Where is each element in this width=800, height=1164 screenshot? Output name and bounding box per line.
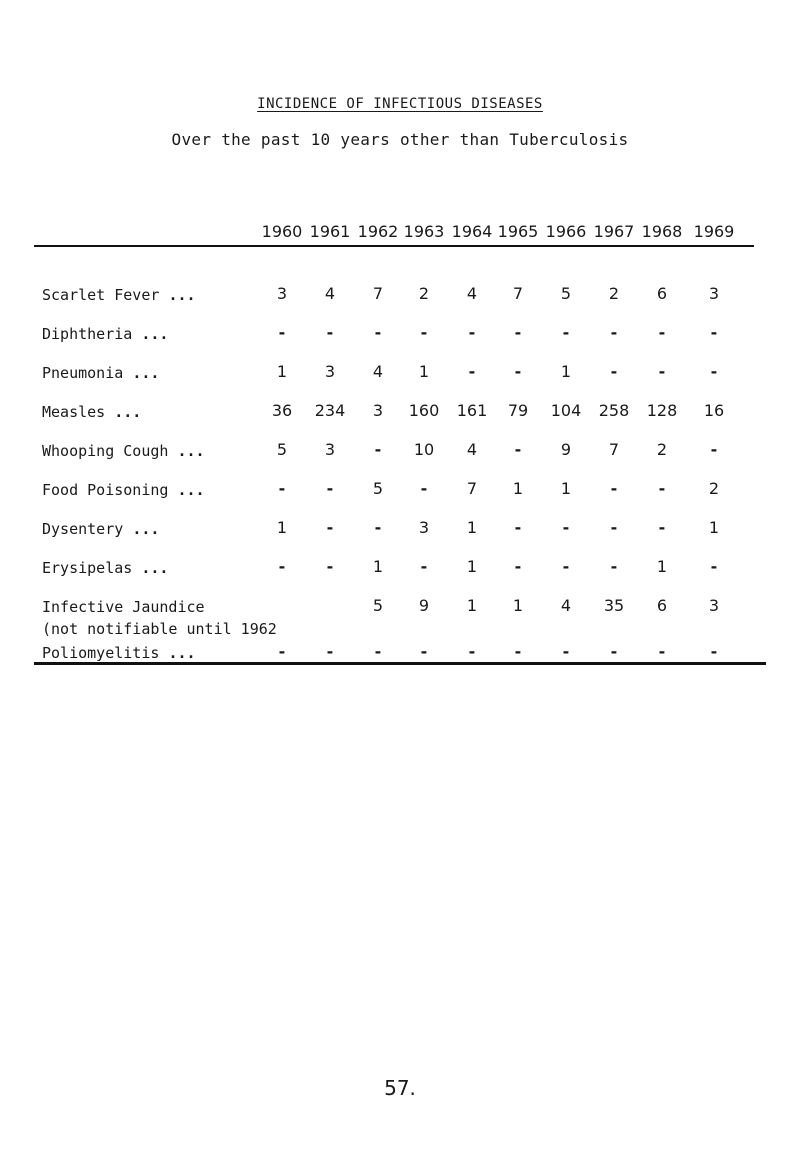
table-cell: 4: [324, 284, 336, 303]
disease-name: Poliomyelitis: [42, 644, 160, 662]
disease-name: Erysipelas: [42, 559, 133, 577]
table-cell: -: [710, 323, 718, 342]
leader-dots: ...: [132, 364, 160, 382]
document-title-text: INCIDENCE OF INFECTIOUS DISEASES: [257, 96, 543, 112]
table-cell: -: [468, 362, 476, 381]
table-cell: -: [710, 557, 718, 576]
table-cell: 7: [512, 284, 524, 303]
header-divider: [34, 245, 754, 247]
table-cell: -: [420, 642, 428, 661]
row-label: [42, 520, 159, 538]
table-cell: 6: [656, 596, 668, 615]
year-header-1963: 1963: [403, 222, 445, 241]
table-cell: -: [514, 323, 522, 342]
table-cell: -: [420, 323, 428, 342]
table-cell: 4: [466, 284, 478, 303]
row-label: [42, 364, 159, 382]
table-cell: -: [278, 323, 286, 342]
document-subtitle: Over the past 10 years other than Tuberculosis: [171, 130, 629, 149]
year-header-1962: 1962: [357, 222, 399, 241]
year-header-1966: 1966: [545, 222, 587, 241]
row-label: [42, 403, 141, 421]
year-header-1965: 1965: [497, 222, 539, 241]
table-cell: 5: [372, 596, 384, 615]
table-cell: 3: [708, 596, 720, 615]
table-cell: -: [514, 642, 522, 661]
year-header-1960: 1960: [261, 222, 303, 241]
table-cell: -: [562, 642, 570, 661]
table-cell: 9: [418, 596, 430, 615]
table-cell: 1: [276, 518, 288, 537]
table-cell: -: [374, 323, 382, 342]
table-cell: -: [326, 642, 334, 661]
table-cell: -: [420, 479, 428, 498]
leader-dots: ...: [141, 559, 169, 577]
table-cell: 2: [418, 284, 430, 303]
table-cell: -: [658, 323, 666, 342]
row-label: [42, 559, 168, 577]
table-bottom-divider: [34, 662, 766, 665]
table-cell: 3: [324, 362, 336, 381]
table-cell: 1: [466, 596, 478, 615]
table-cell: -: [710, 440, 718, 459]
leader-dots: ...: [114, 403, 142, 421]
table-cell: 1: [560, 479, 572, 498]
year-header-1968: 1968: [641, 222, 683, 241]
disease-name: Infective Jaundice: [42, 598, 205, 616]
table-cell: 4: [372, 362, 384, 381]
table-cell: 7: [372, 284, 384, 303]
table-cell: -: [326, 518, 334, 537]
document-title: [0, 96, 800, 112]
table-cell: -: [610, 479, 618, 498]
leader-dots: ...: [177, 481, 205, 499]
table-cell: -: [658, 642, 666, 661]
leader-dots: ...: [177, 442, 205, 460]
table-cell: -: [374, 440, 382, 459]
table-cell: 7: [466, 479, 478, 498]
year-header-1969: 1969: [693, 222, 735, 241]
table-cell: -: [610, 557, 618, 576]
table-cell: 3: [372, 401, 384, 420]
table-cell: 1: [418, 362, 430, 381]
table-cell: 1: [276, 362, 288, 381]
table-cell: 128: [646, 401, 678, 420]
table-cell: -: [562, 323, 570, 342]
table-cell: 104: [550, 401, 582, 420]
table-cell: -: [514, 362, 522, 381]
table-cell: 4: [466, 440, 478, 459]
table-cell: 9: [560, 440, 572, 459]
table-cell: 4: [560, 596, 572, 615]
table-cell: -: [610, 642, 618, 661]
year-header-1967: 1967: [593, 222, 635, 241]
table-cell: -: [468, 323, 476, 342]
table-cell: 234: [314, 401, 346, 420]
year-header-1964: 1964: [451, 222, 493, 241]
table-cell: 258: [598, 401, 630, 420]
table-cell: -: [610, 518, 618, 537]
leader-dots: ...: [168, 286, 196, 304]
page-number: 57.: [384, 1076, 416, 1100]
table-cell: 1: [708, 518, 720, 537]
table-cell: -: [658, 362, 666, 381]
table-cell: -: [420, 557, 428, 576]
table-cell: 5: [372, 479, 384, 498]
table-cell: 1: [372, 557, 384, 576]
table-cell: 161: [456, 401, 488, 420]
table-cell: -: [610, 323, 618, 342]
table-cell: -: [562, 518, 570, 537]
table-cell: 3: [324, 440, 336, 459]
table-cell: 2: [656, 440, 668, 459]
table-cell: 1: [512, 596, 524, 615]
table-cell: -: [514, 557, 522, 576]
table-cell: 2: [708, 479, 720, 498]
table-cell: -: [562, 557, 570, 576]
disease-name: Food Poisoning: [42, 481, 169, 499]
table-cell: 5: [560, 284, 572, 303]
table-cell: -: [710, 362, 718, 381]
row-label: [42, 286, 196, 304]
table-cell: -: [658, 479, 666, 498]
table-cell: 7: [608, 440, 620, 459]
disease-name: Dysentery: [42, 520, 124, 538]
table-cell: -: [514, 440, 522, 459]
table-cell: -: [374, 518, 382, 537]
row-label: [42, 644, 196, 662]
table-cell: 1: [512, 479, 524, 498]
disease-name: Pneumonia: [42, 364, 124, 382]
table-cell: -: [278, 479, 286, 498]
table-cell: -: [374, 642, 382, 661]
row-label: [42, 325, 168, 343]
table-cell: -: [658, 518, 666, 537]
table-cell: 3: [708, 284, 720, 303]
table-cell: -: [710, 642, 718, 661]
row-label: [42, 442, 205, 460]
table-cell: 3: [418, 518, 430, 537]
disease-name: Scarlet Fever: [42, 286, 160, 304]
table-cell: 1: [466, 518, 478, 537]
table-cell: 2: [608, 284, 620, 303]
table-cell: -: [514, 518, 522, 537]
leader-dots: ...: [132, 520, 160, 538]
table-cell: -: [610, 362, 618, 381]
disease-name: Measles: [42, 403, 106, 421]
table-cell: -: [278, 557, 286, 576]
table-cell: -: [326, 323, 334, 342]
table-cell: 1: [656, 557, 668, 576]
table-cell: -: [326, 479, 334, 498]
row-label: [42, 598, 205, 616]
disease-name: Whooping Cough: [42, 442, 169, 460]
row-label: [42, 481, 205, 499]
table-cell: 79: [507, 401, 529, 420]
leader-dots: ...: [168, 644, 196, 662]
table-cell: 10: [413, 440, 435, 459]
table-cell: 35: [603, 596, 625, 615]
table-cell: 6: [656, 284, 668, 303]
table-cell: 1: [560, 362, 572, 381]
table-cell: 36: [271, 401, 293, 420]
disease-sublabel: (not notifiable until 1962: [42, 620, 277, 638]
year-header-row: [0, 222, 800, 246]
year-header-1961: 1961: [309, 222, 351, 241]
leader-dots: ...: [141, 325, 169, 343]
table-cell: -: [468, 642, 476, 661]
table-cell: 16: [703, 401, 725, 420]
table-cell: 3: [276, 284, 288, 303]
table-cell: 5: [276, 440, 288, 459]
table-cell: -: [326, 557, 334, 576]
table-cell: -: [278, 642, 286, 661]
table-cell: 1: [466, 557, 478, 576]
table-cell: 160: [408, 401, 440, 420]
disease-name: Diphtheria: [42, 325, 133, 343]
